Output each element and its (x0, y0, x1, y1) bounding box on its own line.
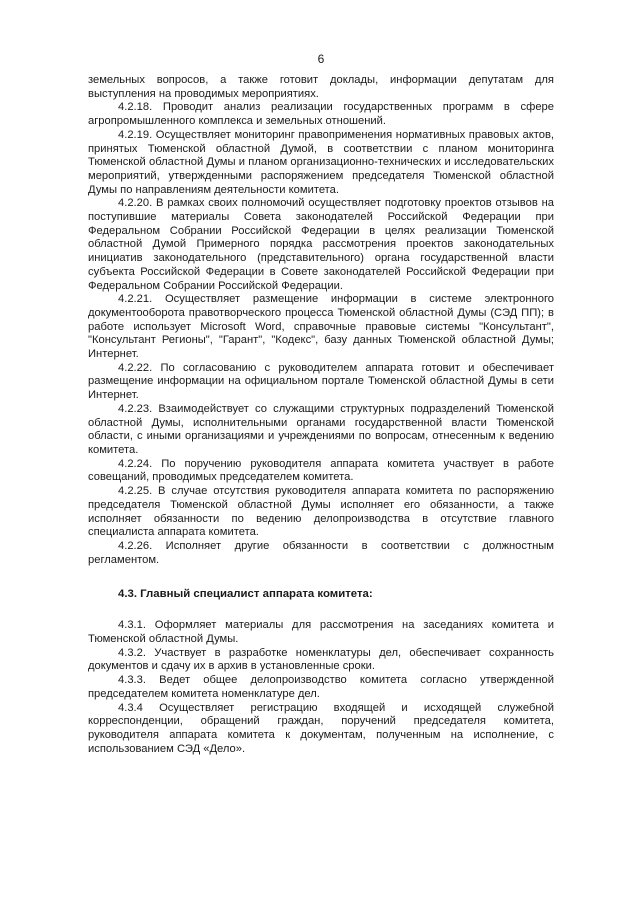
paragraph: 4.2.18. Проводит анализ реализации государственных программ в сфере агропромышленного комплекса и земельных отношений. (88, 101, 554, 128)
paragraph: 4.2.24. По поручению руководителя аппарата комитета участвует в работе совещаний, проводимых председателем комитета. (88, 457, 554, 484)
paragraphs-before (88, 74, 554, 567)
paragraph: земельных вопросов, а также готовит доклады, информации депутатам для выступления на проводимых мероприятиях. (88, 74, 554, 100)
paragraph: 4.2.26. Исполняет другие обязанности в соответствии с должностным регламентом. (88, 539, 554, 566)
section-heading: 4.3. Главный специалист аппарата комитета: (118, 588, 373, 601)
paragraph: 4.2.22. По согласованию с руководителем аппарата готовит и обеспечивает размещение информации на официальном портале Тюменской областной Думы в сети Интернет. (88, 361, 554, 402)
paragraph: 4.2.21. Осуществляет размещение информации в системе электронного документооборота правотворческого процесса Тюменской областной Думы (СЭД ПП); в работе использует Microsoft Word, справочные правовые системы "Консультант", "Консультант Регионы", "Гарант", "Кодекс", базу данных Тюменской областной Думы; Интернет. (88, 293, 554, 361)
paragraph: 4.3.4 Осуществляет регистрацию входящей и исходящей служебной корреспонденции, обращений граждан, поручений председателя комитета, руководителя аппарата комитета к документам, полученным на исполнение, с использованием СЭД «Дело». (88, 701, 554, 755)
paragraph: 4.2.25. В случае отсутствия руководителя аппарата комитета по распоряжению председателя Тюменской областной Думы исполняет его обязанности, а также исполняет обязанности по ведению делопроизводства в отсутствие главного специалиста аппарата комитета. (88, 485, 554, 539)
paragraph: 4.3.1. Оформляет материалы для рассмотрения на заседаниях комитета и Тюменской областной Думы. (88, 619, 554, 646)
page-number: 6 (317, 52, 325, 66)
paragraph: 4.3.3. Ведет общее делопроизводство комитета согласно утвержденной председателем комитета номенклатуре дел. (88, 674, 554, 700)
paragraph: 4.2.23. Взаимодействует со служащими структурных подразделений Тюменской областной Думы, исполнительными органами государственной власти Тюменской области, с иными организациями и учреждениями по вопросам, отнесенным к ведению комитета. (88, 402, 554, 456)
paragraph: 4.2.20. В рамках своих полномочий осуществляет подготовку проектов отзывов на поступившие материалы Совета законодателей Российской Федерации при Федеральном Собрании Российской Федерации в целях реализации Тюменской областной Думой Примерного порядка рассмотрения проектов законодательных инициатив законодательного (представительного) органа государственной власти субъекта Российской Федерации в Совете законодателей Российской Федерации при Федеральном Собрании Российской Федерации. (88, 197, 554, 292)
paragraph: 4.2.19. Осуществляет мониторинг правоприменения нормативных правовых актов, принятых Тюменской областной Думой, в соответствии с планом мониторинга Тюменской областной Думы и планом организационно-технических и исследовательских мероприятий, утвержденными распоряжением председателя Тюменской областной Думы по направлениям деятельности комитета. (88, 128, 554, 196)
paragraphs-after (88, 619, 554, 756)
paragraph: 4.3.2. Участвует в разработке номенклатуры дел, обеспечивает сохранность документов и сдачу их в архив в установленные сроки. (88, 646, 554, 673)
